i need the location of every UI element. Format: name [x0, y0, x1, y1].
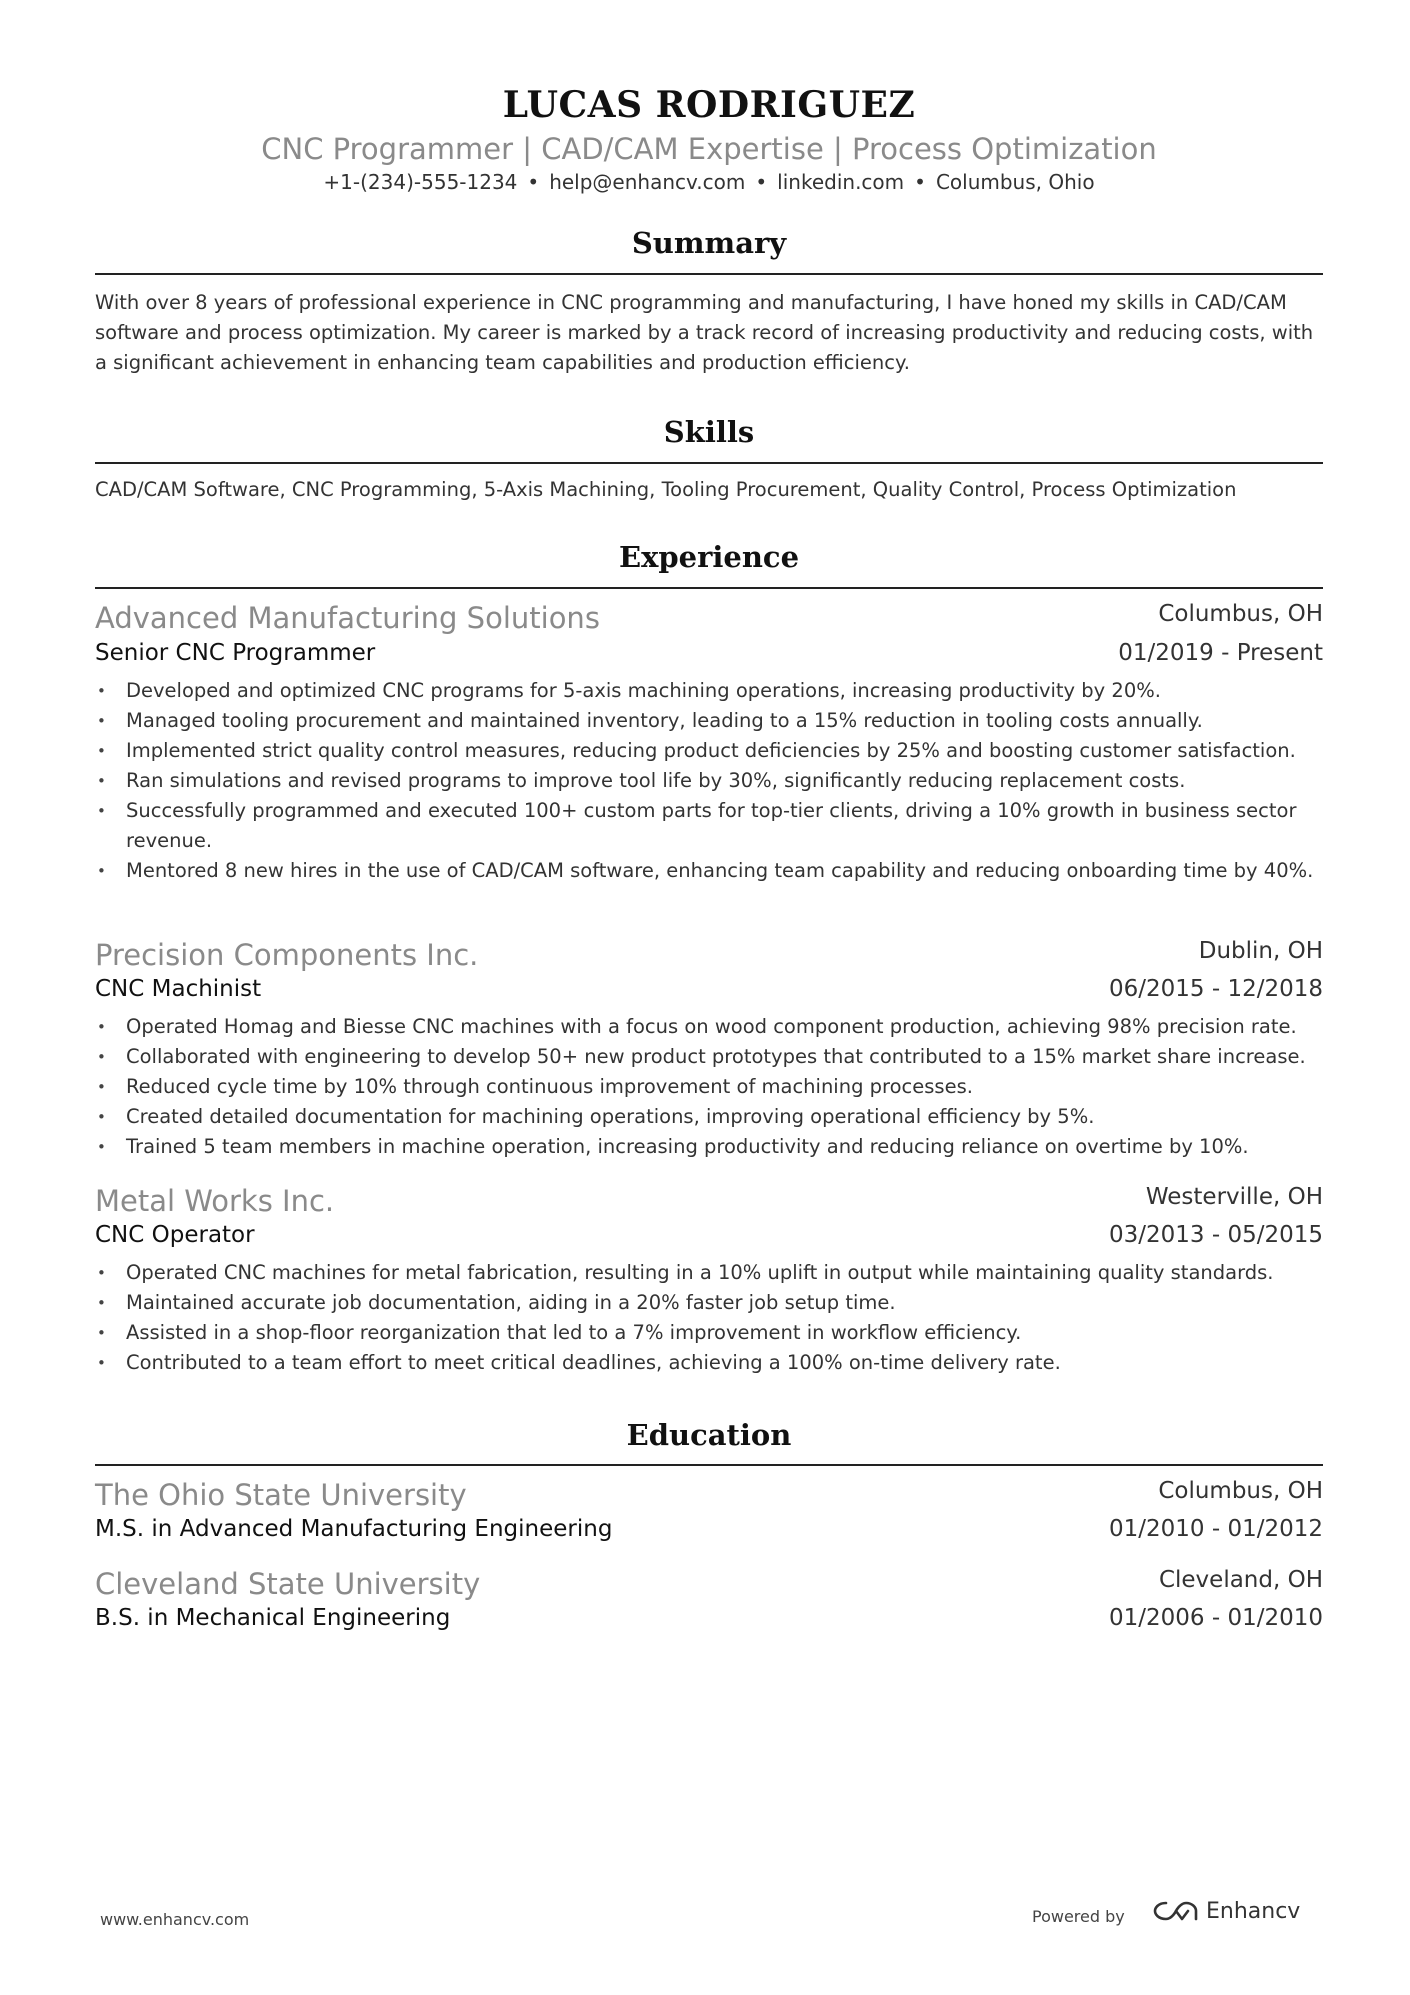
- school-name: Cleveland State University: [95, 1567, 481, 1601]
- powered-by-label: Powered by: [1032, 1907, 1125, 1926]
- bullet-item: • Trained 5 team members in machine operation, increasing productivity and reducing reliance on overtime by 10%.: [95, 1132, 1323, 1162]
- phone[interactable]: +1-(234)-555-1234: [323, 170, 518, 194]
- company-name: Precision Components Inc.: [95, 938, 479, 972]
- job-location: Dublin, OH: [1198, 938, 1323, 964]
- website[interactable]: linkedin.com: [777, 170, 905, 194]
- job-dates: 03/2013 - 05/2015: [1108, 1222, 1323, 1248]
- bullet-item: • Successfully programmed and executed 100+ custom parts for top-tier clients, driving a 10% growth in business sector revenue.: [95, 796, 1323, 856]
- company-name: Metal Works Inc.: [95, 1184, 335, 1218]
- bullet-item: • Developed and optimized CNC programs for 5-axis machining operations, increasing productivity by 20%.: [95, 676, 1323, 706]
- skills-text: CAD/CAM Software, CNC Programming, 5-Axis Machining, Tooling Procurement, Quality Control, Process Optimization: [95, 478, 1237, 501]
- bullet-item: • Contributed to a team effort to meet critical deadlines, achieving a 100% on-time delivery rate.: [95, 1348, 1323, 1378]
- bullet-item: • Reduced cycle time by 10% through continuous improvement of machining processes.: [95, 1072, 1323, 1102]
- enhancv-logo[interactable]: [1152, 1898, 1300, 1924]
- location: Columbus, Ohio: [935, 170, 1095, 194]
- company-name: Advanced Manufacturing Solutions: [95, 601, 600, 635]
- skills-heading: Skills: [663, 415, 755, 449]
- candidate-name: LUCAS RODRIGUEZ: [502, 84, 916, 126]
- job-location: Westerville, OH: [1145, 1184, 1323, 1210]
- email[interactable]: help@enhancv.com: [549, 170, 746, 194]
- bullet-item: • Implemented strict quality control measures, reducing product deficiencies by 25% and boosting customer satisfaction.: [95, 736, 1323, 766]
- school-name: The Ohio State University: [95, 1478, 467, 1512]
- section-divider: [95, 273, 1323, 275]
- school-location: Columbus, OH: [1158, 1478, 1323, 1504]
- job-dates: 01/2019 - Present: [1118, 640, 1323, 666]
- education-heading: Education: [626, 1418, 792, 1452]
- bullet-item: • Maintained accurate job documentation, aiding in a 20% faster job setup time.: [95, 1288, 1323, 1318]
- summary-text: With over 8 years of professional experience in CNC programming and manufacturing, I have honed my skills in CAD/CAM software and process optimization. My career is marked by a track record of increasing productivity and reducing costs, with a significant achievement in enhancing team capabilities and production efficiency.: [95, 291, 1314, 374]
- bullet-item: • Created detailed documentation for machining operations, improving operational efficiency by 5%.: [95, 1102, 1323, 1132]
- education-dates: 01/2006 - 01/2010: [1108, 1605, 1323, 1631]
- job-dates: 06/2015 - 12/2018: [1108, 976, 1323, 1002]
- section-divider: [95, 1464, 1323, 1466]
- bullet-item: • Operated CNC machines for metal fabrication, resulting in a 10% uplift in output while maintaining quality standards.: [95, 1258, 1323, 1288]
- job-bullets: [95, 676, 1323, 886]
- separator: •: [527, 170, 540, 194]
- section-divider: [95, 587, 1323, 589]
- degree: M.S. in Advanced Manufacturing Engineering: [95, 1516, 613, 1542]
- school-location: Cleveland, OH: [1158, 1567, 1323, 1593]
- separator: •: [755, 170, 768, 194]
- enhancv-logo-icon: [1152, 1898, 1200, 1924]
- separator: •: [914, 170, 926, 194]
- job-bullets: [95, 1012, 1323, 1162]
- job-location: Columbus, OH: [1158, 601, 1323, 627]
- job-title: CNC Operator: [95, 1222, 255, 1248]
- job-title: Senior CNC Programmer: [95, 640, 376, 666]
- bullet-item: • Mentored 8 new hires in the use of CAD/CAM software, enhancing team capability and reducing onboarding time by 40%.: [95, 856, 1323, 886]
- contact-line: [95, 170, 1323, 194]
- summary-heading: Summary: [631, 226, 787, 260]
- job-bullets: [95, 1258, 1323, 1378]
- degree: B.S. in Mechanical Engineering: [95, 1605, 451, 1631]
- bullet-item: • Managed tooling procurement and maintained inventory, leading to a 15% reduction in tooling costs annually.: [95, 706, 1323, 736]
- footer-url[interactable]: www.enhancv.com: [100, 1910, 250, 1929]
- headline: CNC Programmer | CAD/CAM Expertise | Process Optimization: [261, 132, 1157, 166]
- job-title: CNC Machinist: [95, 976, 262, 1002]
- section-divider: [95, 462, 1323, 464]
- bullet-item: • Ran simulations and revised programs to improve tool life by 30%, significantly reducing replacement costs.: [95, 766, 1323, 796]
- education-dates: 01/2010 - 01/2012: [1108, 1516, 1323, 1542]
- bullet-item: • Assisted in a shop-floor reorganization that led to a 7% improvement in workflow efficiency.: [95, 1318, 1323, 1348]
- brand-name: Enhancv: [1206, 1898, 1301, 1924]
- bullet-item: • Collaborated with engineering to develop 50+ new product prototypes that contributed to a 15% market share increase.: [95, 1042, 1323, 1072]
- experience-heading: Experience: [618, 540, 800, 574]
- bullet-item: • Operated Homag and Biesse CNC machines with a focus on wood component production, achieving 98% precision rate.: [95, 1012, 1323, 1042]
